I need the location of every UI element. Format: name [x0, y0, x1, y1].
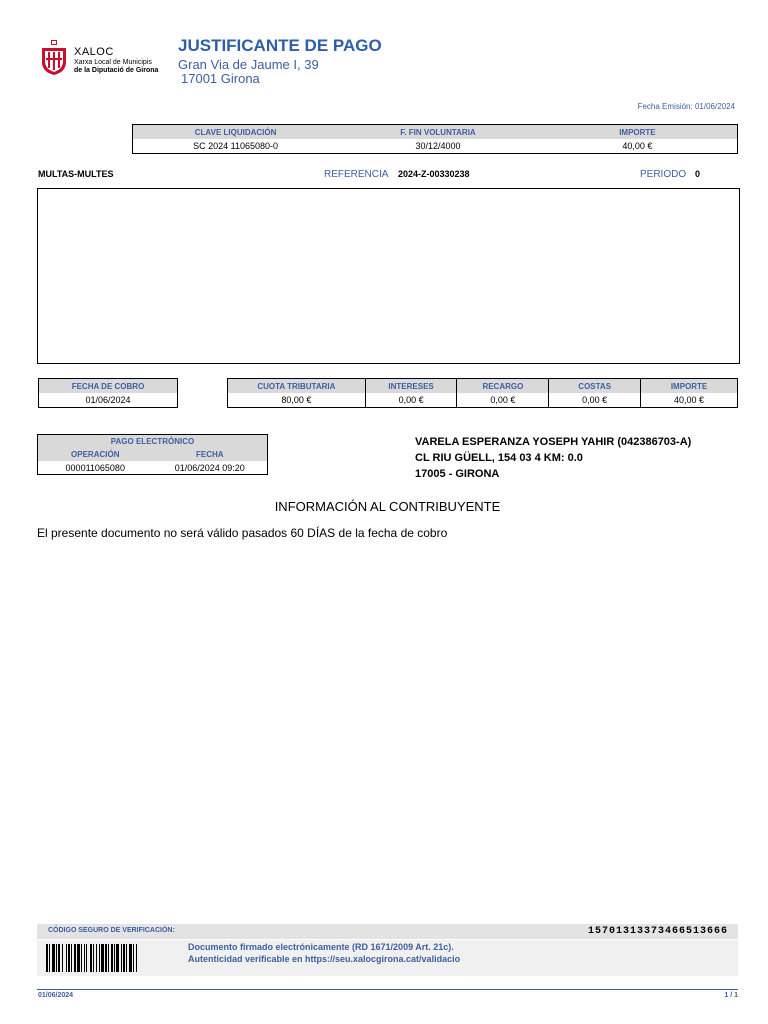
value-fin-voluntaria: 30/12/4000 [415, 141, 461, 151]
detail-box [37, 188, 740, 364]
pago-header-row [38, 448, 268, 461]
header-fecha: FECHA [195, 450, 224, 459]
value-clave: SC 2024 11065080-0 [193, 141, 279, 151]
totales-table [227, 378, 738, 408]
barcode-bar [96, 944, 97, 972]
header-intereses: INTERESES [365, 379, 457, 394]
totales-value-row [228, 393, 738, 408]
pago-electronico-table [37, 434, 268, 475]
barcode-bar [99, 944, 100, 972]
coat-of-arms-icon [40, 40, 68, 76]
csv-code: 15701313373466513666 [587, 926, 728, 937]
liquidacion-table [132, 124, 738, 154]
value-cuota: 80,00 € [281, 395, 312, 405]
barcode-bar [105, 944, 107, 972]
footer-page-number: 1 / 1 [724, 992, 738, 999]
header-importe-total: IMPORTE [641, 379, 738, 394]
barcode-bar [86, 944, 87, 972]
barcode-bar [56, 944, 57, 972]
barcode-bar [71, 944, 72, 972]
logo-subtitle [74, 59, 158, 75]
info-text: El presente documento no será válido pasados 60 DÍAS de la fecha de cobro [37, 526, 448, 540]
value-fecha-pago: 01/06/2024 09:20 [174, 462, 245, 473]
barcode-bar [121, 944, 122, 972]
barcode-bar [116, 944, 119, 972]
barcode-bar [90, 944, 92, 972]
header-recargo: RECARGO [457, 379, 549, 394]
footer-divider [37, 989, 738, 990]
header-fecha-cobro: FECHA DE COBRO [71, 381, 145, 391]
firma-line1: Documento firmado electrónicamente (RD 1671/2009 Art. 21c). [188, 942, 454, 952]
barcode-bar [101, 944, 104, 972]
header-costas: COSTAS [549, 379, 641, 394]
document-title: JUSTIFICANTE DE PAGO [178, 36, 382, 55]
value-costas: 0,00 € [549, 393, 641, 408]
footer-date: 01/06/2024 [38, 992, 74, 999]
firma-line2: Autenticidad verificable en https://seu.xalocgirona.cat/validacio [188, 954, 461, 964]
address-city: 17001 Girona [181, 71, 260, 86]
pago-value-row [38, 461, 268, 475]
totales-header-row [228, 379, 738, 394]
barcode-bar [111, 944, 113, 972]
barcode-bar [133, 944, 134, 972]
periodo-value: 0 [695, 169, 701, 179]
header-cuota: CUOTA TRIBUTARIA [257, 381, 336, 391]
header-clave: CLAVE LIQUIDACIÓN [194, 127, 277, 137]
barcode-bar [74, 944, 76, 972]
header-importe: IMPORTE [619, 127, 656, 137]
contribuyente-block [415, 434, 691, 482]
csv-label: CÓDIGO SEGURO DE VERIFICACIÓN: [48, 927, 175, 934]
value-importe: 40,00 € [622, 141, 653, 151]
referencia-value: 2024-Z-00330238 [398, 169, 470, 179]
value-recargo: 0,00 € [457, 393, 549, 408]
value-operacion: 000011065080 [65, 462, 125, 473]
liquidacion-header-row [133, 125, 738, 140]
address-street: Gran Via de Jaume I, 39 [178, 57, 319, 72]
fecha-cobro-table [38, 378, 178, 408]
barcode-bar [77, 944, 80, 972]
header-fin-voluntaria: F. FIN VOLUNTARIA [400, 127, 476, 137]
barcode-bar [58, 944, 60, 972]
referencia-label: REFERENCIA [324, 169, 389, 180]
barcode-bar [136, 944, 137, 972]
barcode-bar [52, 944, 55, 972]
issue-date: Fecha Emisión: 01/06/2024 [637, 102, 735, 111]
barcode-bar [66, 944, 67, 972]
barcode-bar [108, 944, 109, 972]
barcode-bar [123, 944, 125, 972]
barcode-bar [68, 944, 70, 972]
value-intereses: 0,00 € [365, 393, 457, 408]
header-operacion: OPERACIÓN [71, 450, 120, 459]
barcode-bar [126, 944, 127, 972]
barcode-bar [49, 944, 50, 972]
barcode-bar [46, 944, 48, 972]
liquidacion-value-row [133, 139, 738, 154]
logo-name: XALOC [74, 46, 114, 58]
barcode-bar [62, 944, 63, 972]
barcode-bar [84, 944, 85, 972]
value-fecha-cobro: 01/06/2024 [85, 395, 131, 405]
value-importe-total: 40,00 € [641, 393, 738, 408]
barcode-bar [81, 944, 82, 972]
barcode-icon [46, 944, 182, 972]
pago-title: PAGO ELECTRÓNICO [110, 437, 195, 446]
periodo-label: PERIODO [640, 169, 687, 180]
barcode-bar [129, 944, 132, 972]
contribuyente-name: VARELA ESPERANZA YOSEPH YAHIR (042386703-A) [415, 436, 692, 448]
logo-subtitle-line1: Xarxa Local de Municipis [74, 59, 152, 66]
info-title: INFORMACIÓN AL CONTRIBUYENTE [274, 499, 501, 514]
concepto-tipo: MULTAS-MULTES [38, 169, 114, 179]
logo-subtitle-line2: de la Diputació de Girona [74, 67, 159, 74]
contribuyente-city: 17005 - GIRONA [415, 468, 500, 480]
barcode-bar [114, 944, 115, 972]
contribuyente-address: CL RIU GÜELL, 154 03 4 KM: 0.0 [415, 452, 583, 464]
barcode-bar [93, 944, 94, 972]
